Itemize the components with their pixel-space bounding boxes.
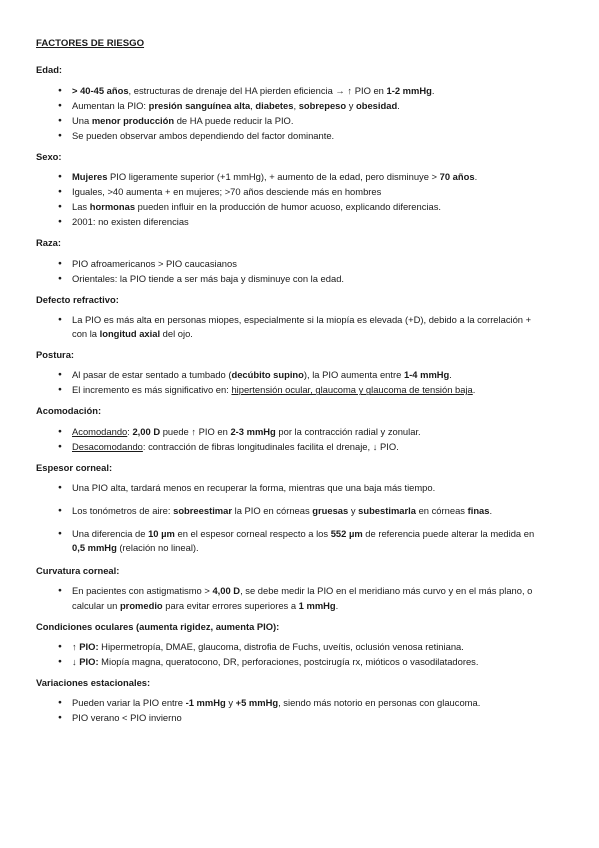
text-run: Una diferencia de [72,528,149,540]
list-item [36,481,539,495]
bullet-list [36,170,539,229]
text-run: . [335,599,339,611]
section-sexo [36,150,539,230]
text-run: . [431,84,435,96]
bold-text: decúbito supino [231,369,304,381]
list-item [36,655,539,669]
text-run: Una [72,114,92,126]
text-run: Orientales: la PIO tiende a ser más baja y disminuye con la edad. [72,272,345,284]
bold-text: obesidad [356,99,398,111]
text-run: : [127,425,133,437]
list-item [36,711,539,725]
bold-text: finas [467,505,490,517]
list-item [36,640,539,654]
text-run: El incremento es más significativo en: [72,384,232,396]
bold-text: 1-4 mmHg [403,369,450,381]
bold-text: 70 años [439,171,475,183]
text-run: en el espesor corneal respecto a los [174,528,331,540]
text-run: Hipermetropía, DMAE, glaucoma, distrofia de Fuchs, uveítis, oclusión venosa retiniana. [98,640,464,652]
text-run: En pacientes con astigmatismo > [72,585,213,597]
bold-text: 10 µm [148,528,175,540]
bold-text: 0,5 mmHg [72,542,117,554]
list-item [36,368,539,382]
bold-text: +5 mmHg [235,697,279,709]
list-item [36,84,539,98]
bullet-list [36,257,539,286]
list-item [36,313,539,341]
text-run: , [250,99,256,111]
underlined-text: Desacomodando [72,440,143,452]
list-item [36,215,539,229]
text-run: Al pasar de estar sentado a tumbado ( [72,369,232,381]
text-run: . [449,369,452,381]
text-run: PIO verano < PIO invierno [72,712,182,724]
bullet-list [36,696,539,725]
bullet-list [36,640,539,669]
underlined-text: hipertensión ocular, glaucoma y glaucoma de tensión baja [231,384,473,396]
text-run: , [293,99,299,111]
list-item [36,383,539,397]
bullet-list [36,481,539,555]
text-run: PIO ligeramente superior (+1 mmHg), + aumento de la edad, pero disminuye > [107,171,440,183]
text-run: para evitar errores superiores a [162,599,299,611]
text-run: Una PIO alta, tardará menos en recuperar la forma, mientras que una baja más tiempo. [72,481,436,493]
list-item [36,584,539,612]
text-run: Los tonómetros de aire: [72,505,174,517]
text-run: , siendo más notorio en personas con glaucoma. [278,697,481,709]
section-heading: Acomodación: [36,405,102,417]
list-item [36,257,539,271]
section-curvatura-corneal [36,564,539,612]
section-espesor-corneal [36,461,539,556]
bold-text: Mujeres [72,171,108,183]
bold-text: 552 µm [330,528,363,540]
section-heading: Raza: [36,237,62,249]
section-raza [36,236,539,285]
document-title: FACTORES DE RIESGO [36,38,145,49]
text-run: . [397,99,400,111]
text-run: puede ↑ PIO en [160,425,231,437]
section-defecto-refractivo [36,293,539,341]
bullet-list [36,584,539,612]
text-run: . [489,505,493,517]
bullet-list [36,313,539,341]
bold-text: subestimarla [358,505,416,517]
section-condiciones-oculares [36,620,539,669]
list-item [36,170,539,184]
section-acomodacion [36,404,539,453]
text-run: la PIO en córneas [232,505,313,517]
bold-text: presión sanguínea alta [148,99,251,111]
bold-text: 2,00 D [132,425,161,437]
list-item [36,425,539,439]
list-item [36,114,539,128]
sections-container [36,63,539,725]
bold-text: > 40-45 años [72,84,129,96]
text-run: Se pueden observar ambos dependiendo del factor dominante. [72,129,335,141]
bold-text: ↓ PIO: [72,655,99,667]
bold-text: hormonas [89,201,136,213]
bold-text: sobrepeso [298,99,347,111]
section-heading: Postura: [36,349,75,361]
bold-text: 1 mmHg [298,599,336,611]
section-heading: Curvatura corneal: [36,565,120,577]
bold-text: longitud axial [99,328,161,340]
text-run: (relación no lineal). [116,542,199,554]
section-heading: Variaciones estacionales: [36,677,151,688]
section-heading: Espesor corneal: [36,461,113,473]
bullet-list [36,368,539,397]
list-item [36,504,539,518]
bold-text: sobreestimar [173,505,232,517]
text-run: por la contracción radial y zonular. [275,425,421,437]
text-run: Aumentan la PIO: [72,99,149,111]
text-run: 2001: no existen diferencias [72,216,189,228]
text-run: del ojo. [160,328,193,340]
text-run: PIO afroamericanos > PIO caucasianos [72,257,237,269]
bold-text: 4,00 D [212,585,241,597]
bullet-list [36,425,539,454]
section-heading: Defecto refractivo: [36,293,119,305]
bold-text: promedio [119,599,163,611]
text-run: ), la PIO aumenta entre [303,369,404,381]
list-item [36,527,539,555]
list-item [36,440,539,454]
section-heading: Edad: [36,64,63,76]
text-run: Las [72,201,90,213]
text-run: Iguales, >40 aumenta + en mujeres; >70 años desciende más en hombres [72,186,382,198]
list-item [36,99,539,113]
section-postura [36,348,539,397]
bold-text: -1 mmHg [185,697,226,709]
text-run: La PIO es más alta en personas miopes, especialmente si la miopía es elevada (+D), debido a la correlación + con la [72,313,532,340]
bullet-list [36,84,539,143]
text-run: : contracción de fibras longitudinales facilita el drenaje, ↓ PIO. [142,440,399,452]
bold-text: gruesas [312,505,349,517]
underlined-text: Acomodando [72,425,128,437]
section-variaciones-estacionales [36,676,539,725]
bold-text: 1-2 mmHg [386,84,432,96]
section-heading: Condiciones oculares (aumenta rigidez, aumenta PIO): [36,620,280,632]
list-item [36,185,539,199]
list-item [36,272,539,286]
text-run: Pueden variar la PIO entre [72,697,186,709]
text-run: . [472,384,476,396]
text-run: , estructuras de drenaje del HA pierden eficiencia → ↑ PIO en [128,84,387,96]
text-run: de HA puede reducir la PIO. [174,114,294,126]
text-run: de referencia puede alterar la medida en [362,528,535,540]
text-run: y [346,99,357,111]
list-item [36,200,539,214]
text-run: en córneas [415,505,468,517]
bold-text: ↑ PIO: [72,640,99,652]
bold-text: 2-3 mmHg [230,425,276,437]
section-edad [36,63,539,143]
text-run: . [474,171,478,183]
text-run: pueden influir en la producción de humor acuoso, explicando diferencias. [135,201,441,213]
list-item [36,129,539,143]
text-run: Miopía magna, queratocono, DR, perforaciones, postcirugía rx, mióticos o vasodilatadores. [98,655,479,667]
text-run: y [225,697,236,709]
list-item [36,696,539,710]
text-run: , se debe medir la PIO en el meridiano más curvo y en el más plano, o calcular un [72,585,533,611]
bold-text: menor producción [91,114,175,126]
section-heading: Sexo: [36,150,62,162]
bold-text: diabetes [255,99,294,111]
text-run: y [348,505,359,517]
